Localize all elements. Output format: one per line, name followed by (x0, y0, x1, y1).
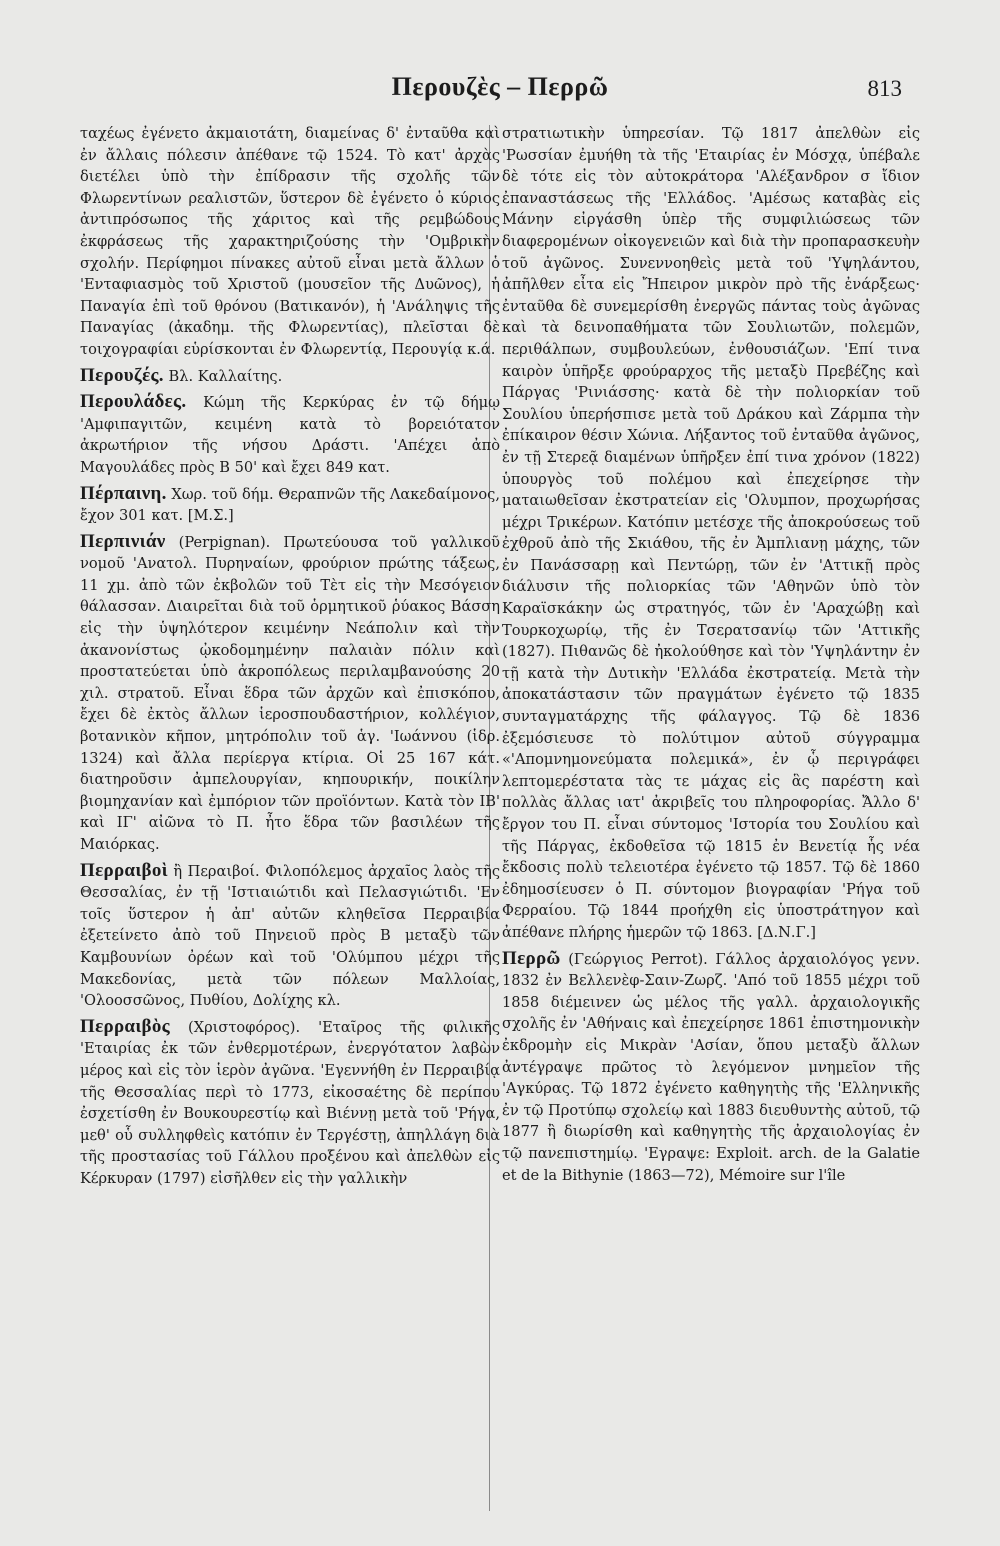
entry-headword: Περρῶ (502, 947, 561, 969)
entry-headword: Περουλάδες. (80, 391, 187, 413)
entry-text: Κώμη τῆς Κερκύρας ἐν τῷ δήμῳ 'Αμφιπαγιτῶν, κειμένη κατὰ τὸ βορειότατον ἀκρωτήριον τῆς νήσου Δράστι. 'Απέχει ἀπὸ Μαγουλάδες πρὸς Β 50' καὶ ἔχει 849 κατ. (80, 394, 500, 476)
entry-perpignan (80, 531, 500, 856)
page-header (80, 72, 920, 112)
entry-headword: Πέρπαινη. (80, 482, 167, 504)
entry-perrot (502, 948, 920, 1187)
entry-text: ἢ Περαιβοί. Φιλοπόλεμος ἀρχαῖος λαὸς τῆς Θεσσαλίας, ἐν τῇ 'Ιστιαιώτιδι καὶ Πελασγιώτιδι. 'Εν τοῖς ὕστερον ἡ ἀπ' αὐτῶν κληθεῖσα Περραιβία ἐξετείνετο ἀπὸ τοῦ Πηνειοῦ πρὸς Β μεταξὺ τῶν Καμβουνίων ὀρέων καὶ τοῦ 'Ολύμπου μέχρι τῆς Μακεδονίας, μετὰ τῶν πόλεων Μαλλοίας, 'Ολοοσσῶνος, Πυθίου, Δολίχης κλ. (80, 862, 500, 1010)
entry-headword: Περραιβὸς (80, 1015, 170, 1037)
page-number: 813 (867, 76, 902, 101)
entry-peroulades (80, 391, 500, 478)
left-column (80, 123, 500, 1190)
entry-perpaini (80, 483, 500, 527)
continuation-text: ταχέως ἐγένετο ἀκμαιοτάτη, διαμείνας δ' ἐνταῦθα καὶ ἐν ἄλλαις πόλεσιν ἀπέθανε τῷ 1524. Τὸ κατ' ἀρχὰς διετέλει ὑπὸ τὴν ἐπίδρασιν τῆς σχολῆς τῶν Φλωρεντίνων ρεαλιστῶν, ὕστερον δὲ ἐγένετο ὁ κύριος ἀντιπρόσωπος τῆς χάριτος καὶ τῆς ρεμβώδους ἐκφράσεως τῆς χαρακτηριζούσης τὴν 'Ομβρικὴν σχολήν. Περίφημοι πίνακες αὐτοῦ εἶναι μετὰ ἄλλων ὁ 'Ενταφιασμὸς τοῦ Χριστοῦ (μουσεῖον τῆς Δυῶνος), ἡ Παναγία ἐπὶ τοῦ θρόνου (Βατικανόν), ἡ 'Ανάληψις τῆς Παναγίας (ἀκαδημ. τῆς Φλωρεντίας), πλεῖσται δὲ τοιχογραφίαι εὑρίσκονται ἐν Φλωρεντίᾳ, Περουγίᾳ κ.ά. (80, 125, 500, 358)
continuation-text: στρατιωτικὴν ὑπηρεσίαν. Τῷ 1817 ἀπελθὼν εἰς 'Ρωσσίαν ἐμυήθη τὰ τῆς 'Εταιρίας ἐν Μόσχᾳ, ὑπέβαλε δὲ τότε εἰς τὸν αὐτοκράτορα 'Αλέξανδρον σ ἴδιον ἐπαναστάσεως τῆς 'Ελλάδος. 'Αμέσως καταβὰς εἰς Μάνην εἰργάσθη ὑπὲρ τῆς συμφιλιώσεως τῶν διαφερομένων οἰκογενειῶν καὶ διὰ τὴν προπαρασκευὴν τοῦ ἀγῶνος. Συνεννοηθεὶς μετὰ τοῦ 'Υψηλάντου, ἀπῆλθεν εἶτα εἰς Ἤπειρον μικρὸν πρὸ τῆς ἐνάρξεως· ἐνταῦθα δὲ συνεμερίσθη ἐνεργῶς πάντας τοὺς ἀγῶνας καὶ τὰ δεινοπαθήματα τῶν Σουλιωτῶν, πολεμῶν, περιθάλπων, συμβουλεύων, ἐνθουσιάζων. 'Επί τινα καιρὸν ὑπῆρξε φρούραρχος τῆς μεταξὺ Πρεβέζης καὶ Πάργας 'Ρινιάσσης· κατὰ δὲ τὴν πολιορκίαν τοῦ Σουλίου ὑπερήσπισε μετὰ τοῦ Δράκου καὶ Ζάρμπα τὴν ἐπίκαιρον θέσιν Χώνια. Λήξαντος τοῦ ἐνταῦθα ἀγῶνος, ἐν τῇ Στερεᾷ διαμένων ὑπῆρξεν ἐπί τινα χρόνον (1822) ὑπουργὸς τοῦ πολέμου καὶ ἐπεχείρησε τὴν ματαιωθεῖσαν ἐκστρατείαν εἰς 'Ολυμπον, προχωρήσας μέχρι Τρικέρων. Κατόπιν μετέσχε τῆς ἀποκρούσεως τοῦ ἐχθροῦ ἀπὸ τῆς Σκιάθου, τῆς ἐν Ἀμπλιανῃ μάχης, τῶν ἐν Πανάσσαρῃ καὶ Πεντώρῃ, τῶν ἐν 'Αττικῇ πρὸς διάλυσιν τῆς πολιορκίας τῶν 'Αθηνῶν ὑπὸ τὸν Καραϊσκάκην ὡς στρατηγός, τῶν ἐν 'Αραχώβῃ καὶ Τουρκοχωρίῳ, τῆς ἐν Τσερατσανίῳ τῶν 'Αττικῆς (1827). Πιθανῶς δὲ ἠκολούθησε καὶ τὸν 'Υψηλάντην ἐν τῇ κατὰ τὴν Δυτικὴν 'Ελλάδα ἐκστρατείᾳ. Μετὰ τὴν ἀποκατάστασιν τῶν πραγμάτων ἐγένετο τῷ 1835 συνταγματάρχης τῆς φάλαγγος. Τῷ δὲ 1836 ἐξεμόσιευσε τὸ πολύτιμον αὐτοῦ σύγγραμμα «'Απομνημονεύματα πολεμικά», ἐν ᾧ περιγράφει λεπτομερέστατα τὰς τε μάχας εἰς ἃς παρέστη καὶ πολλὰς ἄλλας ιατ' ἀκριβεῖς του πληροφορίας. Ἄλλο δ' ἔργον του Π. εἶναι σύντομος 'Ιστορία του Σουλίου καὶ τῆς Πάργας, ἐκδοθεῖσα τῷ 1815 ἐν Βενετίᾳ ἧς νέα ἔκδοσις πολὺ τελειοτέρα ἐγένετο τῷ 1857. Τῷ δὲ 1860 ἐδημοσίευσεν ὁ Π. σύντομον βιογραφίαν 'Ρήγα τοῦ Φερραίου. Τῷ 1844 προήχθη εἰς ὑποστράτηγον καὶ ἀπέθανε πλήρης ἡμερῶν τῷ 1863. [Δ.Ν.Γ.] (502, 125, 920, 941)
entry-headword: Περραιβοὶ (80, 859, 168, 881)
right-column (502, 123, 920, 1186)
entry-text: (Perpignan). Πρωτεύουσα τοῦ γαλλικοῦ νομοῦ 'Ανατολ. Πυρηναίων, φρούριον πρώτης τάξεως, 11 χμ. ἀπὸ τῶν ἐκβολῶν τοῦ Τὲτ εἰς τὴν Μεσόγειον θάλασσαν. Διαιρεῖται διὰ τοῦ ὁρμητικοῦ ῥύακος Βάσση εἰς τὴν ὑψηλότερον κειμένην Νεάπολιν καὶ τὴν ἀκανονίστως ᾠκοδομημένην παλαιὰν πόλιν καὶ προστατεύεται ὑπὸ ἀκροπόλεως περιλαμβανούσης 20 χιλ. στρατοῦ. Εἶναι ἕδρα τῶν ἀρχῶν καὶ ἐπισκόπου, ἔχει δὲ ἐκτὸς ἄλλων ἱεροσπουδαστήριον, κολλέγιον, βοτανικὸν κῆπον, μητρόπολιν τοῦ ἁγ. 'Ιωάννου (ἱδρ. 1324) καὶ ἄλλα περίεργα κτίρια. Οἱ 25 167 κάτ. διατηροῦσιν ἀμπελουργίαν, κηπουρικήν, ποικίλην βιομηχανίαν καὶ ἐμπόριον τῶν προϊόντων. Κατὰ τὸν ΙΒ' καὶ ΙΓ' αἰῶνα τὸ Π. ἦτο ἕδρα τῶν βασιλέων τῆς Μαιόρκας. (80, 533, 500, 853)
entry-text: Χωρ. τοῦ δήμ. Θεραπνῶν τῆς Λακεδαίμονος, ἔχον 301 κατ. [Μ.Σ.] (80, 485, 500, 525)
entry-perraivos (80, 1016, 500, 1190)
entry-text: (Γεώργιος Perrot). Γάλλος ἀρχαιολόγος γενν. 1832 ἐν Βελλενὲφ-Σαιν-Ζωρζ. 'Από τοῦ 1855 μέχρι τοῦ 1858 διέμεινεν ὡς μέλος τῆς γαλλ. ἀρχαιολογικῆς σχολῆς ἐν 'Αθήναις καὶ ἐπεχείρησε 1861 ἐπιστημονικὴν ἐκδρομὴν εἰς Μικρὰν 'Ασίαν, ὅπου μεταξὺ ἄλλων ἀντέγραψε πρῶτος τὸ λεγόμενον μνημεῖον τῆς 'Αγκύρας. Τῷ 1872 ἐγένετο καθηγητὴς τῆς 'Ελληνικῆς ἐν τῷ Προτύπῳ σχολείῳ καὶ 1883 διευθυντὴς αὐτοῦ, τῷ 1877 ἢ διωρίσθη καὶ καθηγητὴς τῆς ἀρχαιολογίας ἐν τῷ πανεπιστημίῳ. 'Εγραψε: Exploit. arch. de la Galatie et de la Bithynie (1863—72), Mémoire sur l'île (502, 950, 920, 1184)
entry-headword: Περπινιάν (80, 530, 166, 552)
entry-perouzes (80, 365, 500, 388)
entry-text: Βλ. Καλλαίτης. (163, 367, 283, 385)
entry-text: (Χριστοφόρος). 'Εταῖρος τῆς φιλικῆς 'Εταιρίας ἐκ τῶν ἐνθερμοτέρων, ἐνεργότατον λαβὼν μέρος καὶ εἰς τὸν ἱερὸν ἀγῶνα. 'Εγεννήθη ἐν Περραιβίᾳ τῆς Θεσσαλίας περὶ τὸ 1773, εἰκοσαέτης δὲ περίπου ἐσχετίσθη ἐν Βουκουρεστίῳ καὶ Βιέννῃ μετὰ τοῦ 'Ρήγα, μεθ' οὗ συλληφθεὶς κατόπιν ἐν Τεργέστῃ, ἀπηλλάγη διὰ τῆς προστασίας τοῦ Γάλλου προξένου καὶ ἀπελθὼν εἰς Κέρκυραν (1797) εἰσῆλθεν εἰς τὴν γαλλικὴν (80, 1018, 500, 1187)
entry-perraivoi (80, 860, 500, 1012)
entry-headword: Περουζές. (80, 364, 164, 386)
running-title: Περουζὲς – Περρῶ (391, 72, 609, 101)
